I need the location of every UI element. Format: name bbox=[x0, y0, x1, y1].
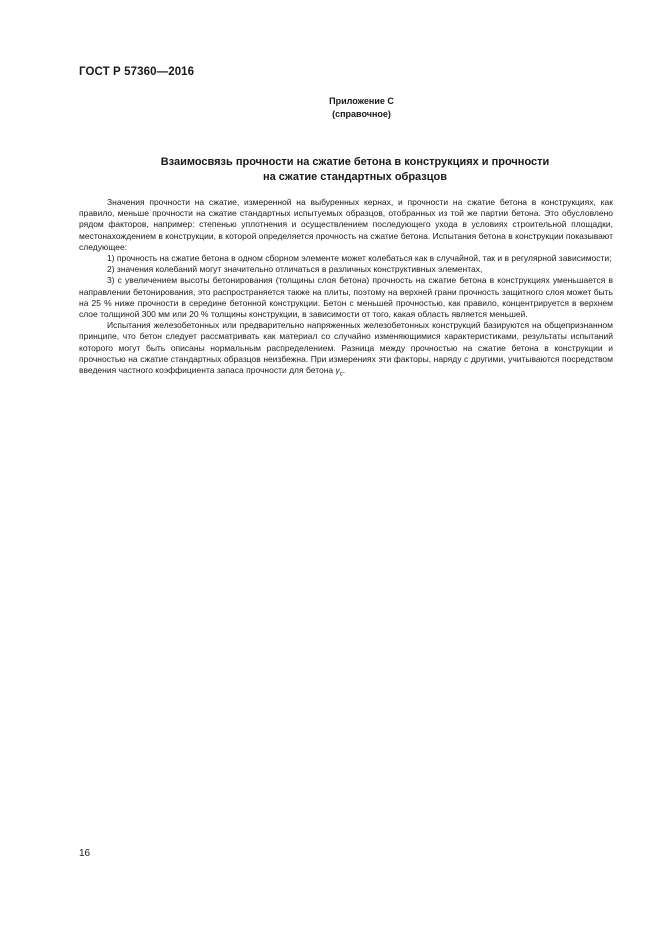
appendix-type: (справочное) bbox=[332, 109, 391, 119]
gamma-base: γ bbox=[335, 365, 340, 376]
document-code: ГОСТ Р 57360—2016 bbox=[79, 66, 195, 78]
gamma-symbol bbox=[335, 365, 346, 378]
paragraph-intro: Значения прочности на сжатие, измеренной на выбуренных кернах, и прочности на сжатие бетона в конструкциях, как правило, меньше прочности на сжатие стандартных испытуемых образцов, отобранных из той же партии бетона. Это обусловлено рядом факторов, например: степенью уплотнения и осуществлением последующего ухода в условиях строительной площадки, местонахождением в конструкции, в которой определяется прочность на сжатие бетона. Испытания бетона в конструкции показывают следующее: bbox=[79, 197, 613, 252]
list-item-3: 3) с увеличением высоты бетонирования (толщины слоя бетона) прочность на сжатие бетона в конструкциях уменьшается в направлении бетонирования, это распространяется также на плиты, поэтому на верхней грани прочность защитного слоя может быть на 25 % ниже прочности в середине бетонной конструкции. Бетон с меньшей прочностью, как правило, концентрируется в верхнем слое толщиной 300 мм или 20 % толщины конструкции, в зависимости от того, какая область является меньшей. bbox=[79, 275, 613, 320]
list-item-2: 2) значения колебаний могут значительно отличаться в различных конструктивных элементах, bbox=[107, 264, 483, 275]
section-title bbox=[110, 155, 600, 184]
section-title-line-1: Взаимосвязь прочности на сжатие бетона в конструкциях и прочности bbox=[160, 156, 550, 168]
page-number: 16 bbox=[79, 848, 91, 859]
section-title-line-2: на сжатие стандартных образцов bbox=[262, 170, 448, 183]
gamma-trailing-period: . bbox=[342, 365, 346, 376]
paragraph-conclusion-text: Испытания железобетонных или предварительно напряженных железобетонных конструкций базируются на общепризнанном принципе, что бетон следует рассматривать как материал со случайно изменяющимися характеристиками, результаты испытаний которого могут быть описаны нормальным распределением. Разница между прочностью на сжатие бетона в конструкции и прочностью на сжатие стандартных образцов неизбежна. При измерениях эти факторы, наряду с другими, учитываются посредством введения частного коэффициента запаса прочности для бетона bbox=[79, 320, 613, 376]
gamma-subscript: c bbox=[339, 371, 343, 378]
appendix-heading bbox=[0, 95, 661, 121]
body-text bbox=[79, 197, 613, 381]
list-item-1: 1) прочность на сжатие бетона в одном сборном элементе может колебаться как в случайной, так и в регулярной зависимости; bbox=[107, 253, 612, 264]
paragraph-conclusion bbox=[79, 320, 613, 381]
appendix-label: Приложение С bbox=[329, 96, 394, 106]
